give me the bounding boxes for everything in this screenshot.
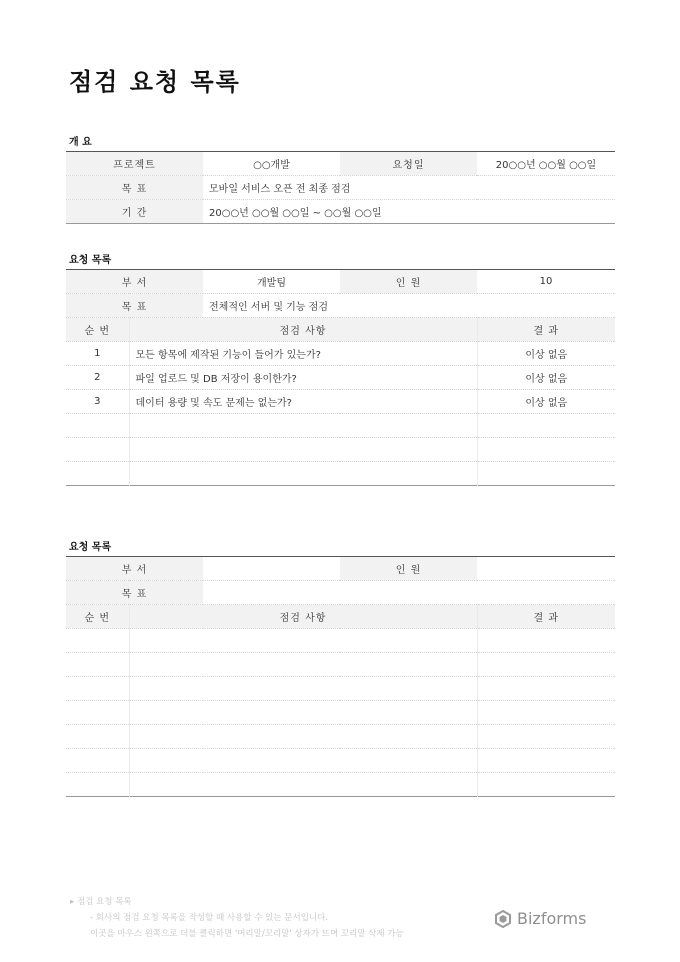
row-result[interactable] [477, 653, 615, 677]
table-row [66, 653, 615, 677]
request-list-2-label: 요청 목록 [69, 542, 112, 553]
dept-label: 부 서 [66, 270, 203, 294]
row-item[interactable] [129, 677, 477, 701]
dept-value[interactable] [203, 557, 340, 581]
goal-value[interactable] [203, 581, 615, 605]
request-list-1-label: 요청 목록 [69, 255, 112, 266]
col-item-header: 점검 사항 [129, 318, 477, 342]
goal-value[interactable]: 모바일 서비스 오픈 전 최종 점검 [203, 176, 615, 200]
row-no[interactable] [66, 462, 129, 486]
row-result[interactable] [477, 725, 615, 749]
goal-label: 목 표 [66, 294, 203, 318]
table-row [66, 342, 615, 366]
row-result[interactable] [477, 677, 615, 701]
row-no[interactable]: 3 [66, 390, 129, 414]
staff-label: 인 원 [340, 270, 477, 294]
table-row [66, 366, 615, 390]
row-result[interactable] [477, 629, 615, 653]
row-no[interactable]: 1 [66, 342, 129, 366]
dept-label: 부 서 [66, 557, 203, 581]
goal-label: 목 표 [66, 581, 203, 605]
table-row [66, 629, 615, 653]
row-item[interactable] [129, 653, 477, 677]
footer-title: ▸ 점검 요청 목록 [70, 897, 132, 907]
footer-notes[interactable] [70, 894, 404, 942]
table-row [66, 677, 615, 701]
row-no[interactable] [66, 701, 129, 725]
row-no[interactable] [66, 725, 129, 749]
project-label: 프로젝트 [66, 152, 203, 176]
period-label: 기 간 [66, 200, 203, 224]
bizforms-logo-icon [494, 910, 512, 928]
row-item[interactable]: 파일 업로드 및 DB 저장이 용이한가? [129, 366, 477, 390]
row-no[interactable] [66, 414, 129, 438]
col-no-header: 순 번 [66, 318, 129, 342]
row-result[interactable]: 이상 없음 [477, 390, 615, 414]
row-no[interactable] [66, 773, 129, 797]
row-item[interactable] [129, 749, 477, 773]
row-result[interactable] [477, 462, 615, 486]
row-item[interactable] [129, 725, 477, 749]
table-row [66, 414, 615, 438]
goal-value[interactable]: 전체적인 서버 및 기능 점검 [203, 294, 615, 318]
request-date-label: 요청일 [340, 152, 477, 176]
table-row [66, 725, 615, 749]
row-item[interactable] [129, 701, 477, 725]
dept-value[interactable]: 개발팀 [203, 270, 340, 294]
col-item-header: 점검 사항 [129, 605, 477, 629]
request-list-2-table [66, 556, 615, 797]
row-result[interactable] [477, 701, 615, 725]
bizforms-logo [494, 909, 586, 928]
row-result[interactable] [477, 414, 615, 438]
row-item[interactable]: 데이터 용량 및 속도 문제는 없는가? [129, 390, 477, 414]
row-no[interactable]: 2 [66, 366, 129, 390]
request-list-1-table [66, 269, 615, 486]
row-result[interactable]: 이상 없음 [477, 366, 615, 390]
row-result[interactable] [477, 749, 615, 773]
row-item[interactable] [129, 773, 477, 797]
row-no[interactable] [66, 677, 129, 701]
table-row [66, 462, 615, 486]
staff-label: 인 원 [340, 557, 477, 581]
page-title: 점검 요청 목록 [69, 68, 241, 96]
bizforms-logo-text: Bizforms [517, 909, 587, 928]
table-row [66, 749, 615, 773]
row-item[interactable]: 모든 항목에 제작된 기능이 들어가 있는가? [129, 342, 477, 366]
col-result-header: 결 과 [477, 318, 615, 342]
table-row [66, 390, 615, 414]
col-result-header: 결 과 [477, 605, 615, 629]
row-result[interactable] [477, 773, 615, 797]
footer-description: - 회사의 점검 요청 목록을 작성할 때 사용할 수 있는 문서입니다. [90, 913, 329, 923]
row-result[interactable] [477, 438, 615, 462]
overview-table [66, 151, 615, 224]
row-item[interactable] [129, 414, 477, 438]
table-row [66, 701, 615, 725]
project-value[interactable]: ○○개발 [203, 152, 340, 176]
period-value[interactable]: 20○○년 ○○월 ○○일 ~ ○○월 ○○일 [209, 208, 382, 219]
row-item[interactable] [129, 462, 477, 486]
table-row [66, 438, 615, 462]
row-no[interactable] [66, 653, 129, 677]
table-row [66, 773, 615, 797]
row-result[interactable]: 이상 없음 [477, 342, 615, 366]
row-item[interactable] [129, 629, 477, 653]
row-no[interactable] [66, 749, 129, 773]
overview-section-label: 개 요 [69, 137, 92, 148]
staff-value[interactable]: 10 [477, 270, 615, 294]
request-date-value[interactable]: 20○○년 ○○월 ○○일 [477, 152, 615, 176]
goal-label: 목 표 [66, 176, 203, 200]
row-no[interactable] [66, 438, 129, 462]
col-no-header: 순 번 [66, 605, 129, 629]
row-no[interactable] [66, 629, 129, 653]
row-item[interactable] [129, 438, 477, 462]
footer-hint: 이곳을 마우스 왼쪽으로 더블 클릭하면 '머리말/꼬리말' 상자가 뜨며 꼬리말 삭제 가능 [90, 929, 404, 939]
staff-value[interactable] [477, 557, 615, 581]
